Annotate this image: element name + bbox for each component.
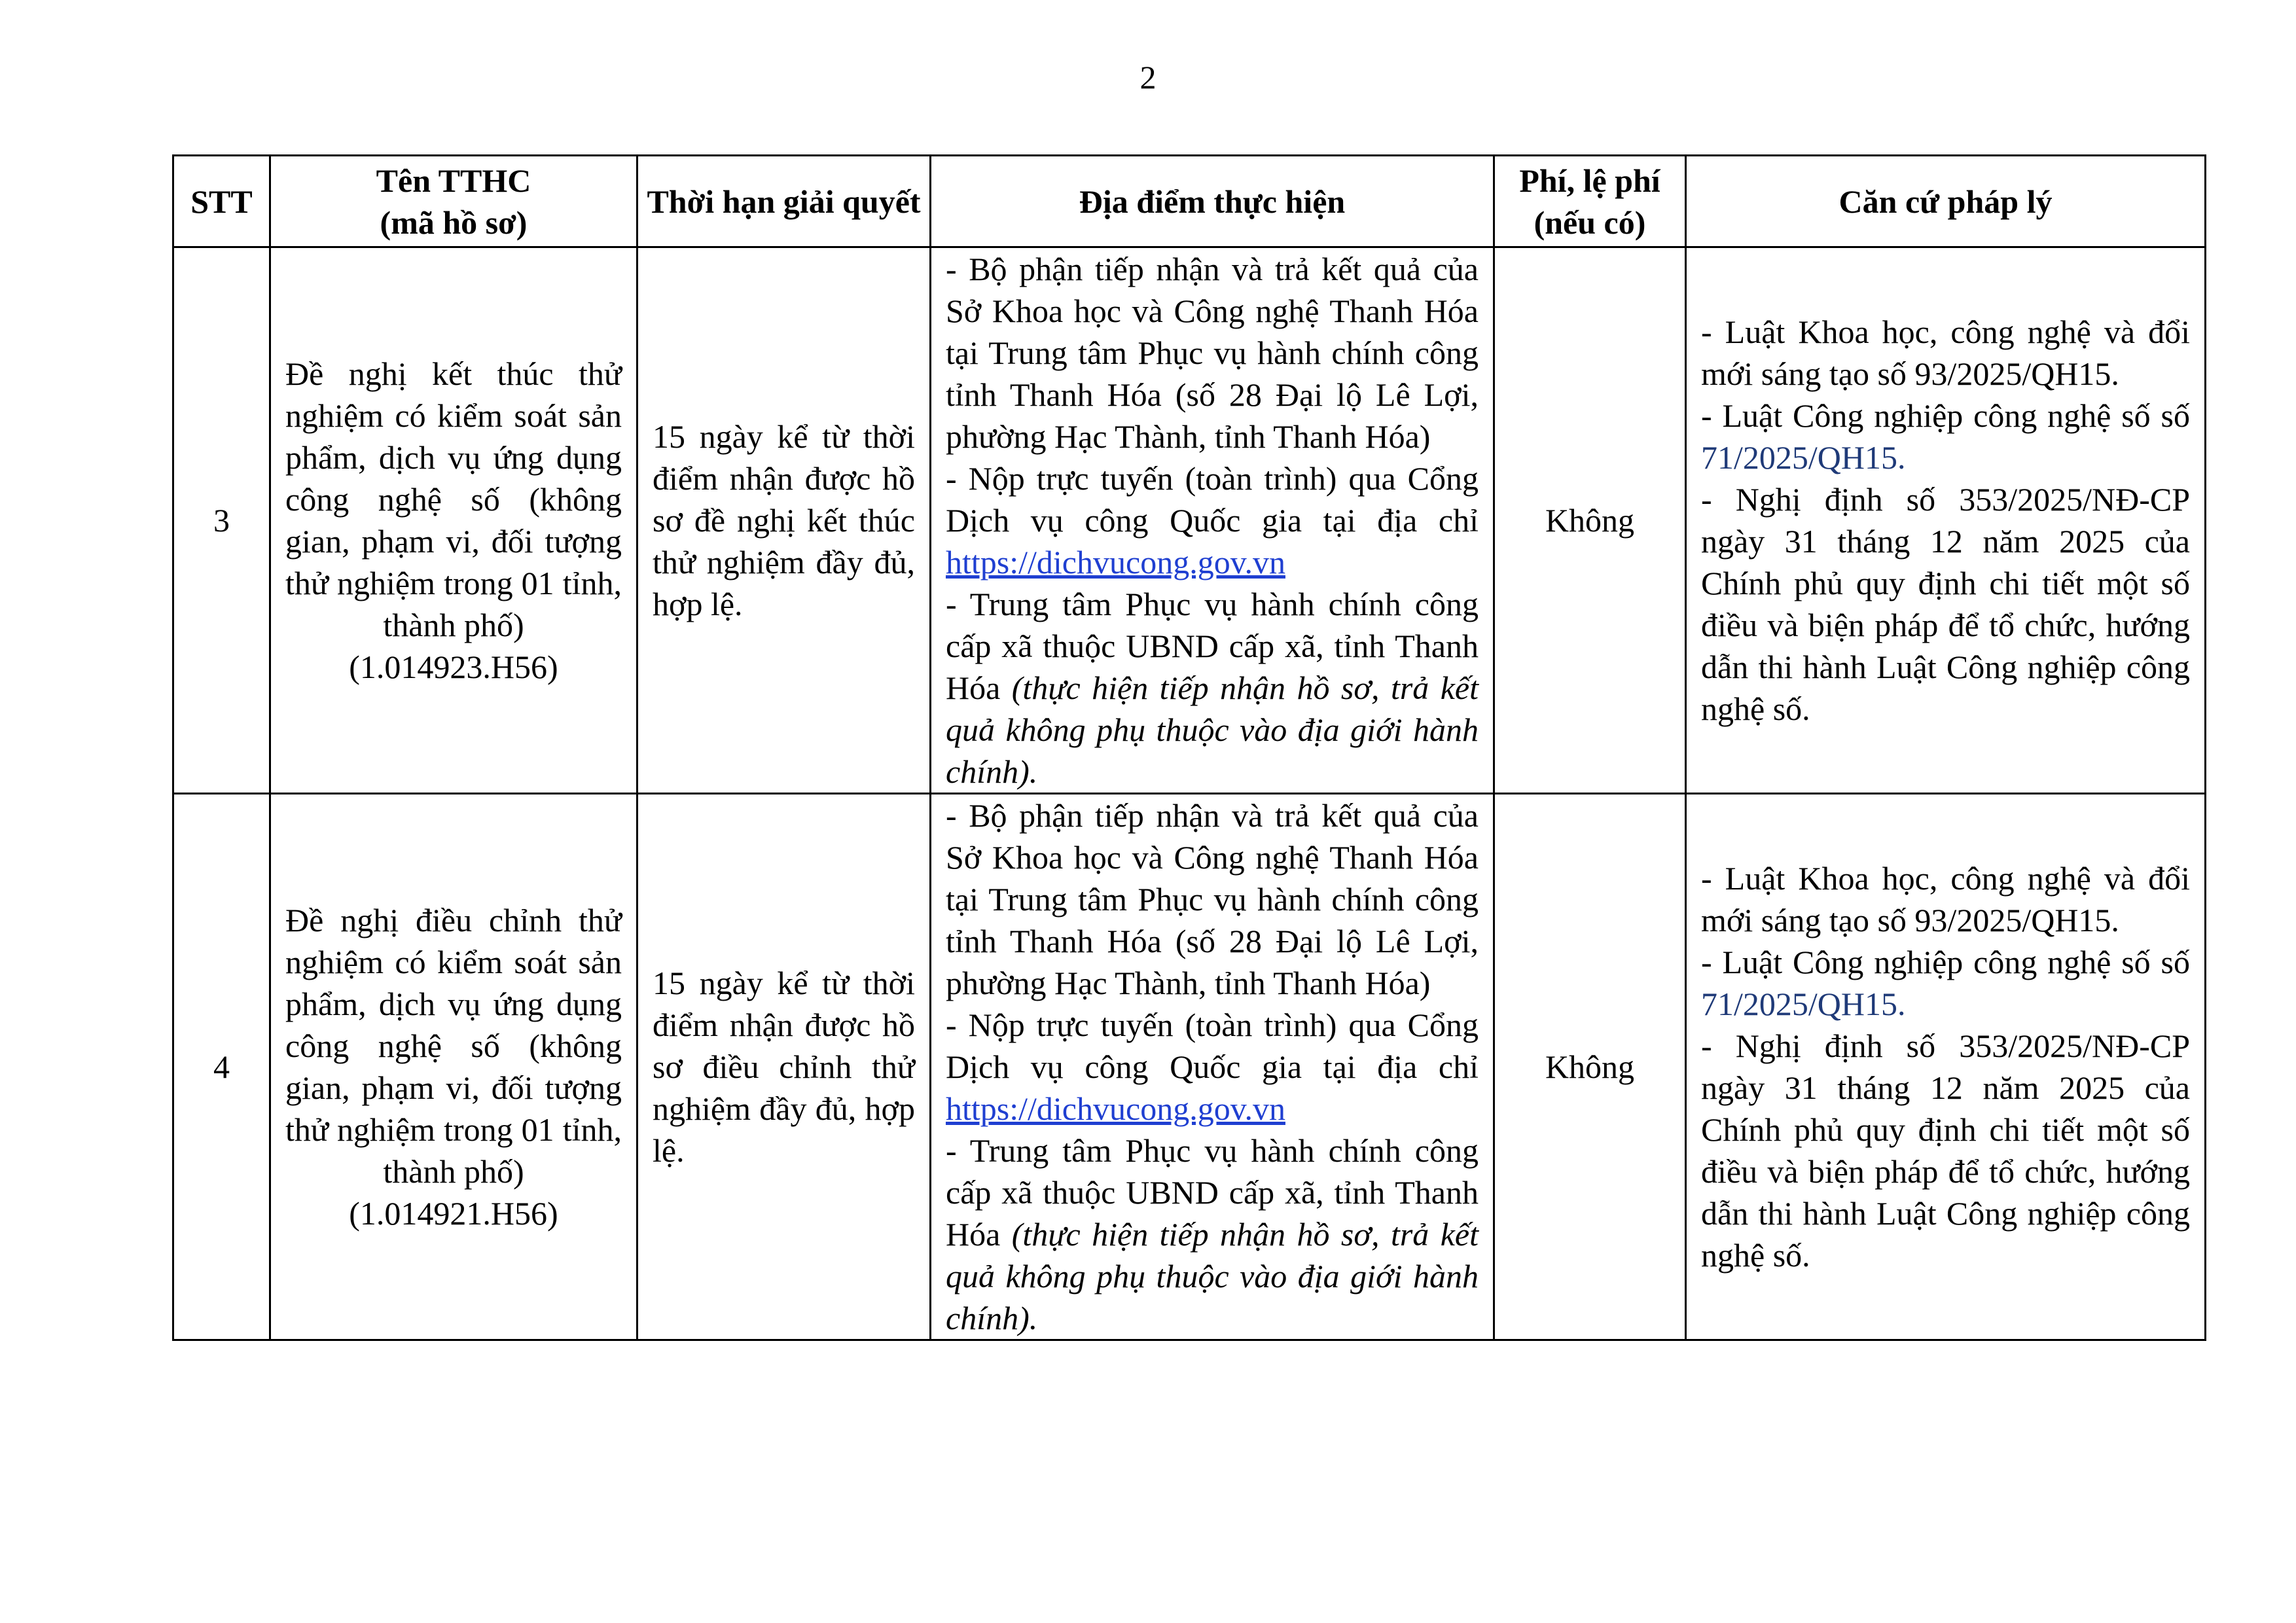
place-commune-note: (thực hiện tiếp nhận hồ sơ, trả kết quả không phụ thuộc vào địa giới hành chính).: [946, 669, 1479, 790]
row-fee: Không: [1494, 247, 1686, 794]
place-item-office: - Bộ phận tiếp nhận và trả kết quả của Sở Khoa học và Công nghệ Thanh Hóa tại Trung tâm Phục vụ hành chính công tỉnh Thanh Hóa (số 28 Đại lộ Lê Lợi, phường Hạc Thành, tỉnh Thanh Hóa): [946, 251, 1479, 455]
header-stt: STT: [173, 156, 270, 247]
place-item-online: [946, 457, 1479, 583]
procedure-code: (1.014923.H56): [349, 649, 558, 685]
row-legal-basis: [1686, 794, 2206, 1340]
legal-item-2-text: - Luật Công nghiệp công nghệ số số: [1701, 944, 2190, 980]
page-number: 2: [1139, 59, 1157, 96]
place-commune-note: (thực hiện tiếp nhận hồ sơ, trả kết quả không phụ thuộc vào địa giới hành chính).: [946, 1216, 1479, 1336]
row-fee: Không: [1494, 794, 1686, 1340]
place-online-text: - Nộp trực tuyến (toàn trình) qua Cổng Dịch vụ công Quốc gia tại địa chỉ: [946, 1007, 1479, 1085]
legal-item-1-ref: 93/2025/QH15.: [1914, 355, 2119, 392]
procedure-name-text: Đề nghị điều chỉnh thử nghiệm có kiểm soát sản phẩm, dịch vụ ứng dụng công nghệ số (không gian, phạm vi, đối tượng thử nghiệm trong 01 tỉnh, thành phố): [285, 902, 622, 1190]
legal-item-2-ref: 71/2025/QH15.: [1701, 986, 1906, 1022]
header-fee-line1: Phí, lệ phí: [1519, 162, 1660, 199]
header-time-limit: Thời hạn giải quyết: [637, 156, 931, 247]
place-online-text: - Nộp trực tuyến (toàn trình) qua Cổng Dịch vụ công Quốc gia tại địa chỉ: [946, 460, 1479, 539]
legal-item-2: [1701, 395, 2190, 478]
procedure-name-text: Đề nghị kết thúc thử nghiệm có kiểm soát sản phẩm, dịch vụ ứng dụng công nghệ số (không gian, phạm vi, đối tượng thử nghiệm trong 01 tỉnh, thành phố): [285, 355, 622, 643]
row-legal-basis: [1686, 247, 2206, 794]
row-time-limit: 15 ngày kể từ thời điểm nhận được hồ sơ đề nghị kết thúc thử nghiệm đầy đủ, hợp lệ.: [637, 247, 931, 794]
place-commune-text: - Trung tâm Phục vụ hành chính công cấp xã thuộc UBND cấp xã, tỉnh Thanh Hóa: [946, 586, 1479, 706]
row-stt: 4: [173, 794, 270, 1340]
legal-item-3: - Nghị định số 353/2025/NĐ-CP ngày 31 tháng 12 năm 2025 của Chính phủ quy định chi tiết một số điều và biện pháp để tổ chức, hướng dẫn thi hành Luật Công nghiệp công nghệ số.: [1701, 1027, 2190, 1274]
table-header-row: [173, 156, 2206, 247]
header-name-line2: (mã hồ sơ): [380, 204, 528, 241]
legal-item-1: [1701, 857, 2190, 941]
row-procedure-name: [270, 247, 637, 794]
legal-item-1: [1701, 311, 2190, 395]
legal-item-3: - Nghị định số 353/2025/NĐ-CP ngày 31 tháng 12 năm 2025 của Chính phủ quy định chi tiết một số điều và biện pháp để tổ chức, hướng dẫn thi hành Luật Công nghiệp công nghệ số.: [1701, 481, 2190, 727]
legal-item-1-text: - Luật Khoa học, công nghệ và đổi mới sáng tạo số: [1701, 313, 2190, 392]
header-name-line1: Tên TTHC: [376, 162, 531, 199]
place-item-online: [946, 1004, 1479, 1130]
portal-link[interactable]: https://dichvucong.gov.vn: [946, 1090, 1285, 1127]
row-place: [931, 794, 1494, 1340]
header-procedure-name: [270, 156, 637, 247]
place-item-commune: [946, 1130, 1479, 1339]
place-item-commune: [946, 583, 1479, 793]
header-place: Địa điểm thực hiện: [931, 156, 1494, 247]
header-legal-basis: Căn cứ pháp lý: [1686, 156, 2206, 247]
row-procedure-name: [270, 794, 637, 1340]
place-commune-text: - Trung tâm Phục vụ hành chính công cấp xã thuộc UBND cấp xã, tỉnh Thanh Hóa: [946, 1132, 1479, 1253]
legal-item-2: [1701, 941, 2190, 1025]
table-row: [173, 247, 2206, 794]
header-fee-line2: (nếu có): [1534, 204, 1646, 241]
legal-item-2-text: - Luật Công nghiệp công nghệ số số: [1701, 397, 2190, 434]
legal-item-1-text: - Luật Khoa học, công nghệ và đổi mới sáng tạo số: [1701, 860, 2190, 938]
row-time-limit: 15 ngày kể từ thời điểm nhận được hồ sơ điều chỉnh thử nghiệm đầy đủ, hợp lệ.: [637, 794, 931, 1340]
procedures-table: [172, 154, 2206, 1341]
table-row: [173, 794, 2206, 1340]
header-fee: [1494, 156, 1686, 247]
row-stt: 3: [173, 247, 270, 794]
portal-link[interactable]: https://dichvucong.gov.vn: [946, 544, 1285, 580]
procedure-code: (1.014921.H56): [349, 1195, 558, 1232]
place-item-office: - Bộ phận tiếp nhận và trả kết quả của Sở Khoa học và Công nghệ Thanh Hóa tại Trung tâm Phục vụ hành chính công tỉnh Thanh Hóa (số 28 Đại lộ Lê Lợi, phường Hạc Thành, tỉnh Thanh Hóa): [946, 797, 1479, 1001]
legal-item-2-ref: 71/2025/QH15.: [1701, 439, 1906, 476]
row-place: [931, 247, 1494, 794]
legal-item-1-ref: 93/2025/QH15.: [1914, 902, 2119, 938]
